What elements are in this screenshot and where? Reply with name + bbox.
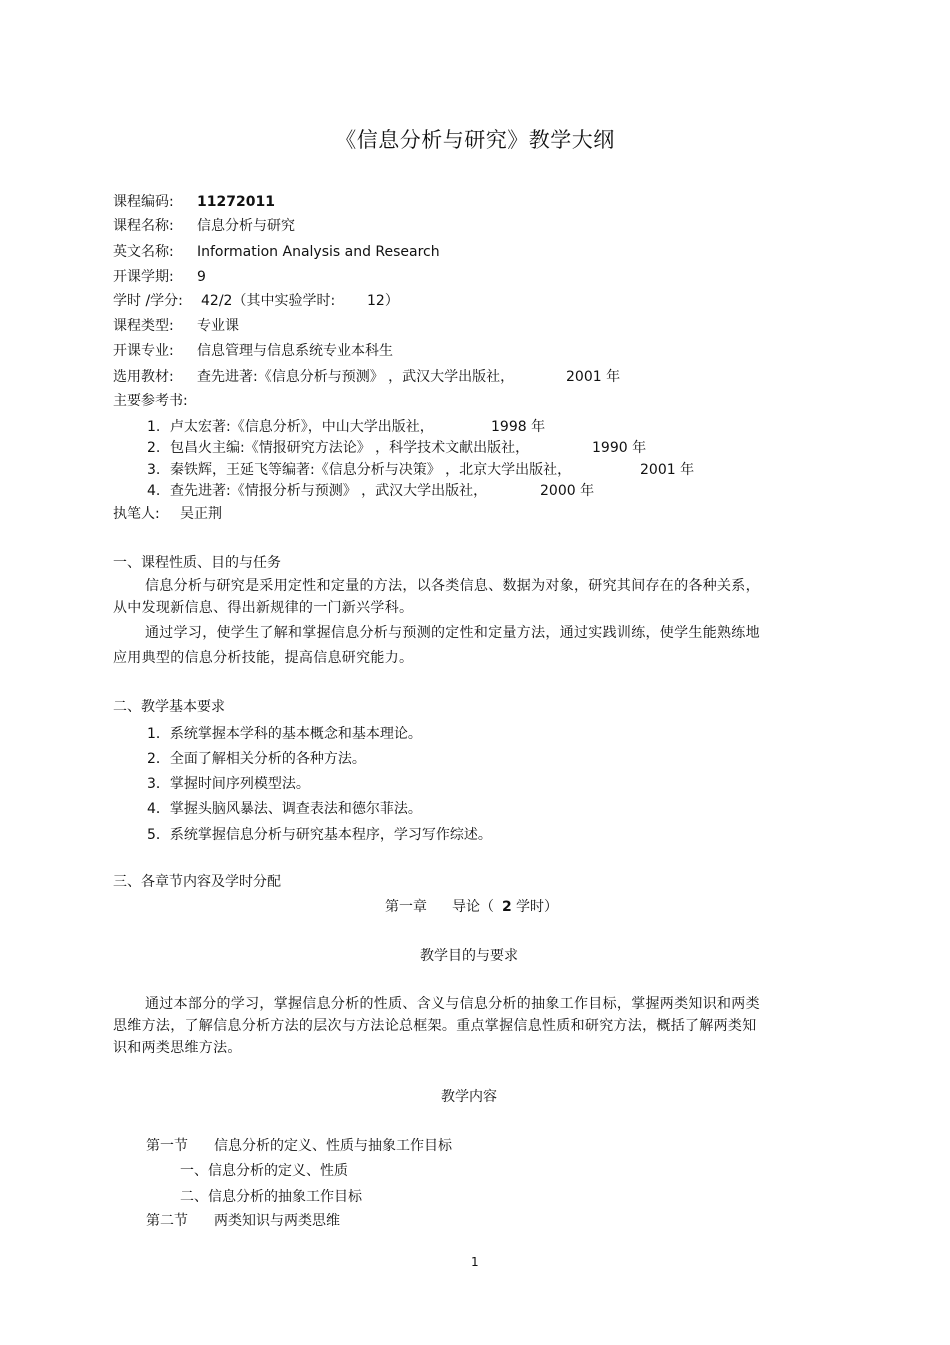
course-type-value: 专业课	[197, 318, 239, 334]
reference-year: 1990 年	[592, 440, 647, 456]
reference-text: 包昌火主编:《情报研究方法论》 ，科学技术文献出版社，	[170, 440, 530, 456]
author-value: 吴正荆	[180, 506, 222, 522]
references-label: 主要参考书:	[113, 393, 188, 409]
course-code-value: 11272011	[197, 194, 275, 210]
reference-text: 查先进著:《情报分析与预测》 ，武汉大学出版社，	[170, 483, 488, 499]
section-heading: 一、课程性质、目的与任务	[113, 555, 281, 571]
paragraph: 信息分析与研究是采用定性和定量的方法，以各类信息、数据为对象，研究其间存在的各种关系，从中发现新信息、得出新规律的一门新兴学科。	[113, 578, 760, 616]
subsection-label: 第一节	[146, 1138, 188, 1154]
subsection-label: 第二节	[146, 1213, 188, 1229]
hours-label: 学时 /学分:	[113, 293, 183, 309]
reference-text: 秦铁辉，王延飞等编著:《信息分析与决策》 ，北京大学出版社，	[170, 462, 572, 478]
page-number: 1	[471, 1255, 479, 1269]
list-item: 2．全面了解相关分析的各种方法。	[147, 751, 366, 767]
textbook-value: 查先进著:《信息分析与预测》 ，武汉大学出版社，	[197, 369, 515, 385]
list-item: 3．掌握时间序列模型法。	[147, 776, 310, 792]
chapter-hours: 2	[502, 899, 512, 915]
goal-heading: 教学目的与要求	[420, 948, 518, 964]
term-value: 9	[197, 269, 206, 285]
term-label: 开课学期:	[113, 269, 174, 285]
chapter-label: 第一章	[385, 899, 427, 915]
reference-year: 2001 年	[640, 462, 695, 478]
section-heading: 三、各章节内容及学时分配	[113, 874, 281, 890]
chapter-hours-unit: 学时）	[516, 899, 558, 915]
course-code-label: 课程编码:	[113, 194, 174, 210]
list-item: 1．系统掌握本学科的基本概念和基本理论。	[147, 726, 422, 742]
content-item: 一、信息分析的定义、性质	[180, 1163, 348, 1179]
list-item: 5．系统掌握信息分析与研究基本程序，学习写作综述。	[147, 827, 492, 843]
content-item: 二、信息分析的抽象工作目标	[180, 1189, 362, 1205]
section-heading: 二、教学基本要求	[113, 699, 225, 715]
english-name-label: 英文名称:	[113, 244, 174, 260]
reference-number: 4.	[147, 483, 161, 499]
paragraph: 通过本部分的学习，掌握信息分析的性质、含义与信息分析的抽象工作目标，掌握两类知识和两类思维方法，了解信息分析方法的层次与方法论总框架。重点掌握信息性质和研究方法，概括了解两类知识和两类思维方法。	[113, 996, 760, 1056]
content-heading: 教学内容	[441, 1089, 497, 1105]
reference-text: 卢太宏著:《信息分析》，中山大学出版社，	[170, 419, 434, 435]
lab-hours-value: 12）	[367, 293, 399, 309]
subsection-title: 信息分析的定义、性质与抽象工作目标	[214, 1138, 452, 1154]
list-item: 4．掌握头脑风暴法、调查表法和德尔菲法。	[147, 801, 422, 817]
english-name-value: Information Analysis and Research	[197, 244, 440, 260]
author-label: 执笔人:	[113, 506, 160, 522]
course-name-label: 课程名称:	[113, 218, 174, 234]
document-title: 《信息分析与研究》教学大纲	[335, 128, 615, 152]
hours-value: 42/2（其中实验学时:	[201, 293, 336, 309]
textbook-year: 2001 年	[566, 369, 621, 385]
course-type-label: 课程类型:	[113, 318, 174, 334]
subsection-title: 两类知识与两类思维	[214, 1213, 340, 1229]
reference-year: 2000 年	[540, 483, 595, 499]
textbook-label: 选用教材:	[113, 369, 174, 385]
course-name-value: 信息分析与研究	[197, 218, 295, 234]
reference-number: 2.	[147, 440, 161, 456]
reference-year: 1998 年	[491, 419, 546, 435]
chapter-name: 导论（	[452, 899, 494, 915]
major-value: 信息管理与信息系统专业本科生	[197, 343, 393, 359]
reference-number: 1.	[147, 419, 161, 435]
major-label: 开课专业:	[113, 343, 174, 359]
reference-number: 3.	[147, 462, 161, 478]
paragraph: 通过学习，使学生了解和掌握信息分析与预测的定性和定量方法，通过实践训练，使学生能熟练地应用典型的信息分析技能，提高信息研究能力。	[113, 625, 760, 666]
